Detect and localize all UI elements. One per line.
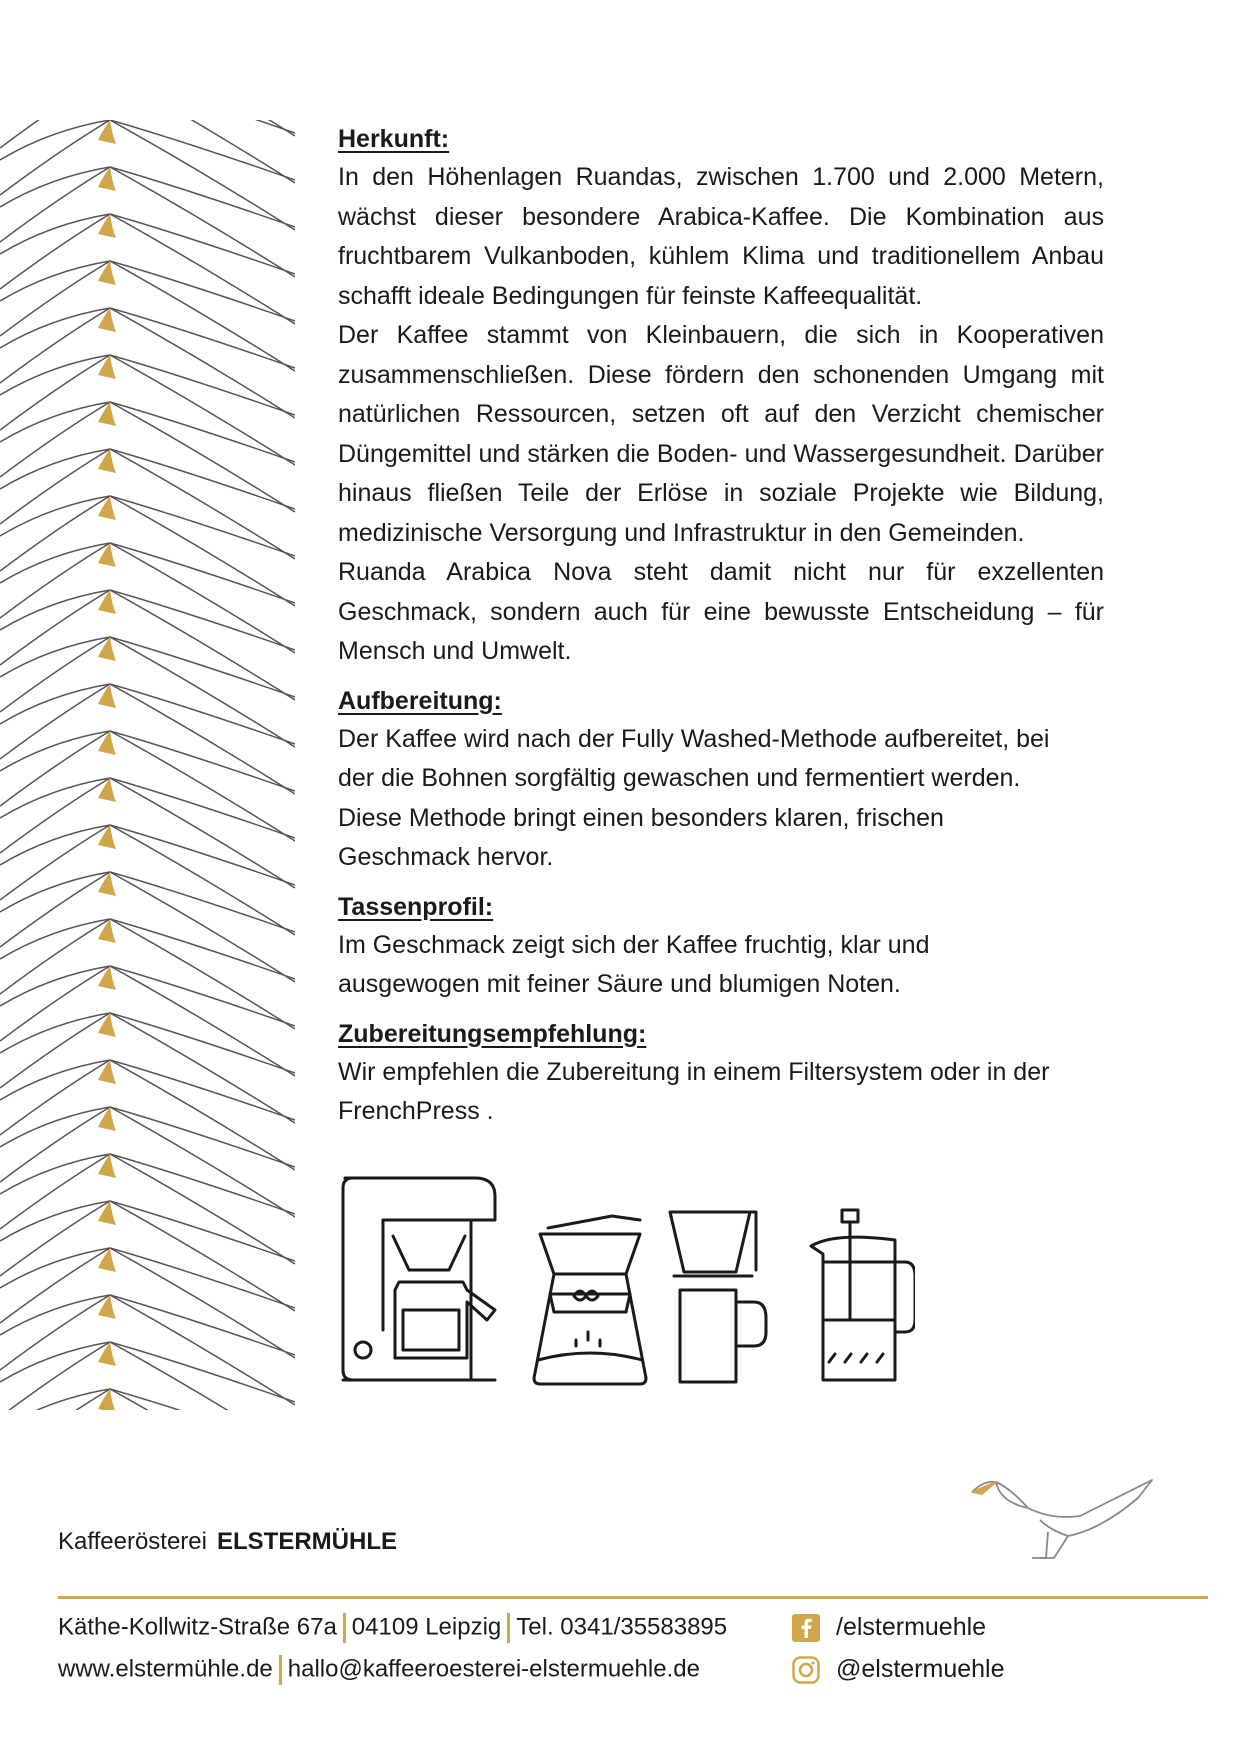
pattern-curve [0,355,110,395]
pattern-gold-leaf [98,261,116,285]
pattern-gold-leaf [98,1060,116,1084]
separator [507,1613,510,1643]
herkunft-paragraph-2: Der Kaffee stammt von Kleinbauern, die sich in Kooperativen zusammenschließen. Diese fördern den schonenden Umgang mit natürlichen Ressourcen, setzen oft auf den Verzicht chemischer Düngemittel und stärken die Boden- und Wassergesundheit. Darüber hinaus fließen Teile der Erlöse in soziale Projekte wie Bildung, medizinische Versorgung und Infrastruktur in den Gemeinden. [338,321,1104,547]
pattern-curve [0,402,110,477]
pattern-gold-leaf [98,919,116,943]
pattern-curve [110,637,295,697]
pattern-curve [0,731,110,771]
pattern-curve [110,543,295,603]
pattern-curve [0,449,110,524]
pattern-curve [110,684,295,744]
email-link[interactable]: hallo@kaffeeroesterei-elstermuehle.de [287,1655,700,1683]
brand-prefix: Kaffeerösterei [58,1528,207,1555]
website-link[interactable]: www.elstermühle.de [58,1655,273,1683]
separator [343,1613,346,1643]
pattern-curve [110,402,295,462]
pattern-gold-leaf [98,1295,116,1319]
pattern-curve [110,120,295,180]
pattern-curve [0,1013,110,1088]
pattern-curve [110,966,295,1026]
pattern-gold-leaf [98,496,116,520]
pattern-curve [0,1201,110,1241]
pattern-curve [110,214,295,274]
address-row [58,1613,727,1643]
pattern-curve [0,402,110,442]
pattern-curve [110,261,295,321]
pattern-curve [110,872,295,932]
pattern-curve [110,449,295,509]
pattern-gold-leaf [98,684,116,708]
pattern-curve [0,1107,110,1147]
pattern-curve [110,355,295,415]
pattern-curve [0,919,110,959]
phone-number: Tel. 0341/35583895 [516,1613,728,1641]
pattern-curve [0,1295,110,1370]
pattern-curve [0,637,110,677]
decorative-wave-pattern [0,120,295,1410]
heading-zubereitung: Zubereitungsempfehlung: [338,1019,647,1048]
magpie-logo-icon [970,1468,1155,1568]
pattern-gold-leaf [98,778,116,802]
brewing-methods-icons [335,1170,915,1395]
city-address: 04109 Leipzig [351,1613,502,1641]
pattern-gold-leaf [98,731,116,755]
heading-tassenprofil: Tassenprofil: [338,892,494,921]
street-address: Käthe-Kollwitz-Straße 67a [58,1613,337,1641]
pattern-gold-leaf [98,1248,116,1272]
pattern-curve [0,449,110,489]
pattern-curve [0,308,110,348]
pattern-curve [110,825,295,885]
pattern-curve [0,966,110,1006]
pattern-curve [110,167,295,227]
pattern-gold-leaf [98,1201,116,1225]
pattern-curve [0,1248,110,1288]
pattern-curve [0,637,110,712]
pattern-curve [0,496,110,571]
pattern-curve [0,1201,110,1276]
pattern-curve [110,308,295,368]
pattern-curve [110,590,295,650]
tassenprofil-paragraph: Im Geschmack zeigt sich der Kaffee fruchtig, klar und ausgewogen mit feiner Säure und blumigen Noten. [338,930,930,998]
pattern-curve [0,1060,110,1100]
pattern-gold-leaf [98,214,116,238]
facebook-icon [792,1614,820,1642]
pattern-curve [0,167,110,207]
pattern-curve [0,496,110,536]
pattern-gold-leaf [98,402,116,426]
pattern-gold-leaf [98,872,116,896]
pattern-curve [0,731,110,806]
pattern-gold-leaf [98,966,116,990]
pattern-curve [0,355,110,430]
instagram-row[interactable] [792,1655,1005,1684]
pattern-curve [110,1201,295,1261]
pattern-gold-leaf [98,543,116,567]
pattern-gold-leaf [98,1107,116,1131]
herkunft-paragraph-3: Ruanda Arabica Nova steht damit nicht nur für exzellenten Geschmack, sondern auch für eine bewusste Entscheidung – für Mensch und Umwelt. [338,558,1104,665]
pattern-gold-leaf [98,449,116,473]
french-press-icon [811,1210,915,1380]
pattern-curve [0,825,110,900]
pattern-curve [0,261,110,336]
pattern-gold-leaf [98,120,116,144]
heading-herkunft: Herkunft: [338,125,450,153]
pattern-gold-leaf [98,1013,116,1037]
heading-aufbereitung: Aufbereitung: [338,686,502,715]
herkunft-paragraph-1: In den Höhenlagen Ruandas, zwischen 1.700 und 2.000 Metern, wächst dieser besondere Arabica-Kaffee. Die Kombination aus fruchtbarem Vulkanboden, kühlem Klima und traditionellem Anbau schafft ideale Bedingungen für feinste Kaffeequalität. [338,163,1104,310]
pattern-curve [0,1107,110,1182]
pour-over-dripper-icon [670,1212,766,1382]
pattern-curve [0,825,110,865]
pattern-curve [0,1154,110,1194]
brand-name: ELSTERMÜHLE [216,1528,397,1555]
pattern-curve [0,1013,110,1053]
pattern-curve [110,1295,295,1355]
pattern-gold-leaf [98,167,116,191]
chemex-icon [534,1216,646,1384]
pattern-curve [0,214,110,254]
zubereitung-paragraph: Wir empfehlen die Zubereitung in einem Filtersystem oder in der FrenchPress . [338,1057,1050,1125]
pattern-gold-leaf [98,637,116,661]
pattern-curve [110,919,295,979]
brand-line [58,1528,397,1556]
facebook-row[interactable] [792,1613,986,1642]
pattern-curve [0,872,110,912]
pattern-curve [0,1295,110,1335]
pattern-gold-leaf [98,355,116,379]
aufbereitung-paragraph: Der Kaffee wird nach der Fully Washed-Methode aufbereitet, bei der die Bohnen sorgfältig gewaschen und fermentiert werden. Diese Methode bringt einen besonders klaren, frischen Geschmack hervor. [338,724,1050,871]
pattern-gold-leaf [98,308,116,332]
pattern-curve [0,1342,110,1382]
instagram-handle: @elstermuehle [836,1655,1005,1683]
pattern-curve [0,120,110,160]
pattern-curve [110,1107,295,1167]
pattern-curve [0,543,110,618]
pattern-curve [0,214,110,289]
pattern-curve [110,1060,295,1120]
pattern-curve [110,496,295,556]
pattern-curve [110,1248,295,1308]
pattern-curve [0,684,110,724]
pattern-curve [0,543,110,583]
separator [279,1655,282,1685]
pattern-gold-leaf [98,590,116,614]
contact-row [58,1655,700,1685]
footer-divider [58,1596,1208,1599]
instagram-icon [792,1656,820,1684]
filter-coffee-machine-icon [343,1178,495,1380]
pattern-curve [0,261,110,301]
pattern-gold-leaf [98,1154,116,1178]
pattern-curve [0,120,110,195]
pattern-curve [0,1248,110,1323]
pattern-curve [0,684,110,759]
pattern-curve [0,872,110,947]
pattern-gold-leaf [98,825,116,849]
facebook-handle: /elstermuehle [836,1613,987,1641]
content-column [338,120,1104,1132]
pattern-curve [0,590,110,630]
pattern-curve [110,778,295,838]
pattern-curve [0,1154,110,1229]
pattern-curve [0,919,110,994]
pattern-curve [110,1342,295,1410]
pattern-curve [0,778,110,853]
pattern-curve [0,308,110,383]
pattern-curve [110,731,295,791]
pattern-curve [0,590,110,665]
pattern-curve [0,966,110,1041]
pattern-curve [110,1154,295,1214]
pattern-curve [110,1013,295,1073]
pattern-gold-leaf [98,1342,116,1366]
pattern-curve [0,778,110,818]
pattern-curve [0,1060,110,1135]
pattern-curve [0,167,110,242]
pattern-gold-leaf [98,1389,116,1410]
pattern-curve [110,1342,295,1402]
